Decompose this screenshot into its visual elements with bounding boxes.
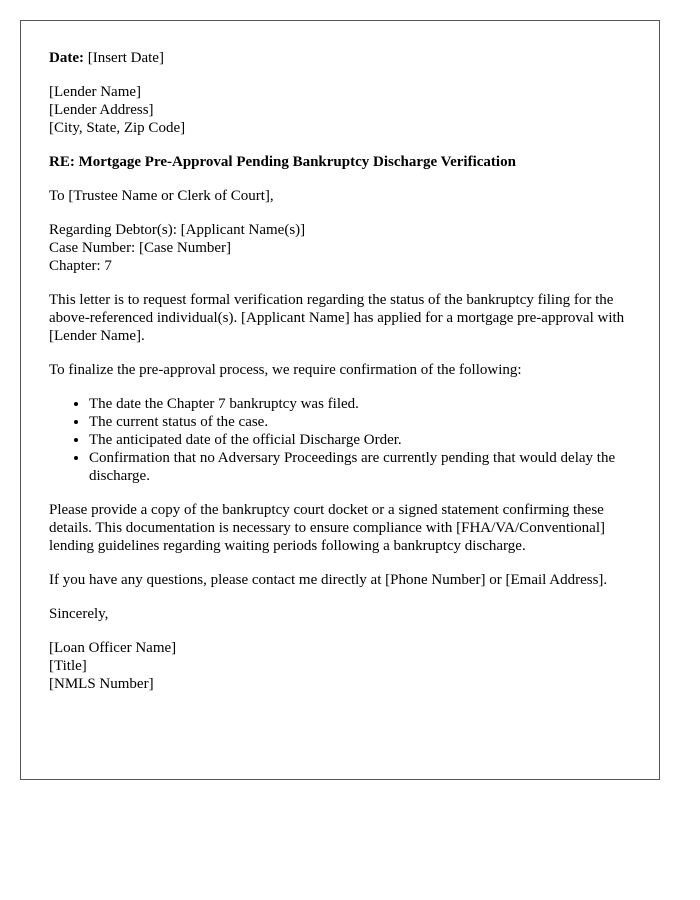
- lender-city-state-zip: [City, State, Zip Code]: [49, 120, 186, 136]
- date-value: [Insert Date]: [87, 50, 164, 66]
- case-chapter: Chapter: 7: [49, 258, 112, 274]
- lender-name: [Lender Name]: [49, 84, 142, 100]
- signature-title: [Title]: [49, 658, 87, 674]
- case-info-block: [49, 221, 631, 275]
- list-item: • The anticipated date of the official Discharge Order.: [89, 431, 631, 449]
- list-item: • The current status of the case.: [89, 413, 631, 431]
- case-number: Case Number: [Case Number]: [49, 240, 232, 256]
- body-paragraph-3: Please provide a copy of the bankruptcy court docket or a signed statement confirming these details. This documentation is necessary to ensure compliance with [FHA/VA/Conventional] lending guidelines regarding waiting periods following a bankruptcy discharge.: [49, 502, 606, 554]
- signature-nmls: [NMLS Number]: [49, 676, 154, 692]
- signature-name: [Loan Officer Name]: [49, 640, 177, 656]
- list-item: • Confirmation that no Adversary Proceedings are currently pending that would delay the discharge.: [89, 449, 631, 485]
- subject-line: RE: Mortgage Pre-Approval Pending Bankruptcy Discharge Verification: [49, 154, 516, 170]
- signature-block: [49, 639, 631, 693]
- closing: Sincerely,: [49, 606, 109, 622]
- list-item: • The date the Chapter 7 bankruptcy was filed.: [89, 395, 631, 413]
- case-debtors: Regarding Debtor(s): [Applicant Name(s)]: [49, 222, 306, 238]
- body-paragraph-2: To finalize the pre-approval process, we require confirmation of the following:: [49, 362, 522, 378]
- salutation: To [Trustee Name or Clerk of Court],: [49, 188, 274, 204]
- body-paragraph-4: If you have any questions, please contact me directly at [Phone Number] or [Email Address].: [49, 572, 608, 588]
- lender-address-block: [49, 83, 631, 137]
- body-paragraph-1: This letter is to request formal verification regarding the status of the bankruptcy filing for the above-referenced individual(s). [Applicant Name] has applied for a mortgage pre-approval with [Lender Name].: [49, 292, 625, 344]
- date-line: [49, 49, 631, 67]
- requirements-list: [49, 395, 631, 485]
- lender-address: [Lender Address]: [49, 102, 154, 118]
- letter-document: [20, 20, 660, 780]
- date-label: Date:: [49, 50, 84, 66]
